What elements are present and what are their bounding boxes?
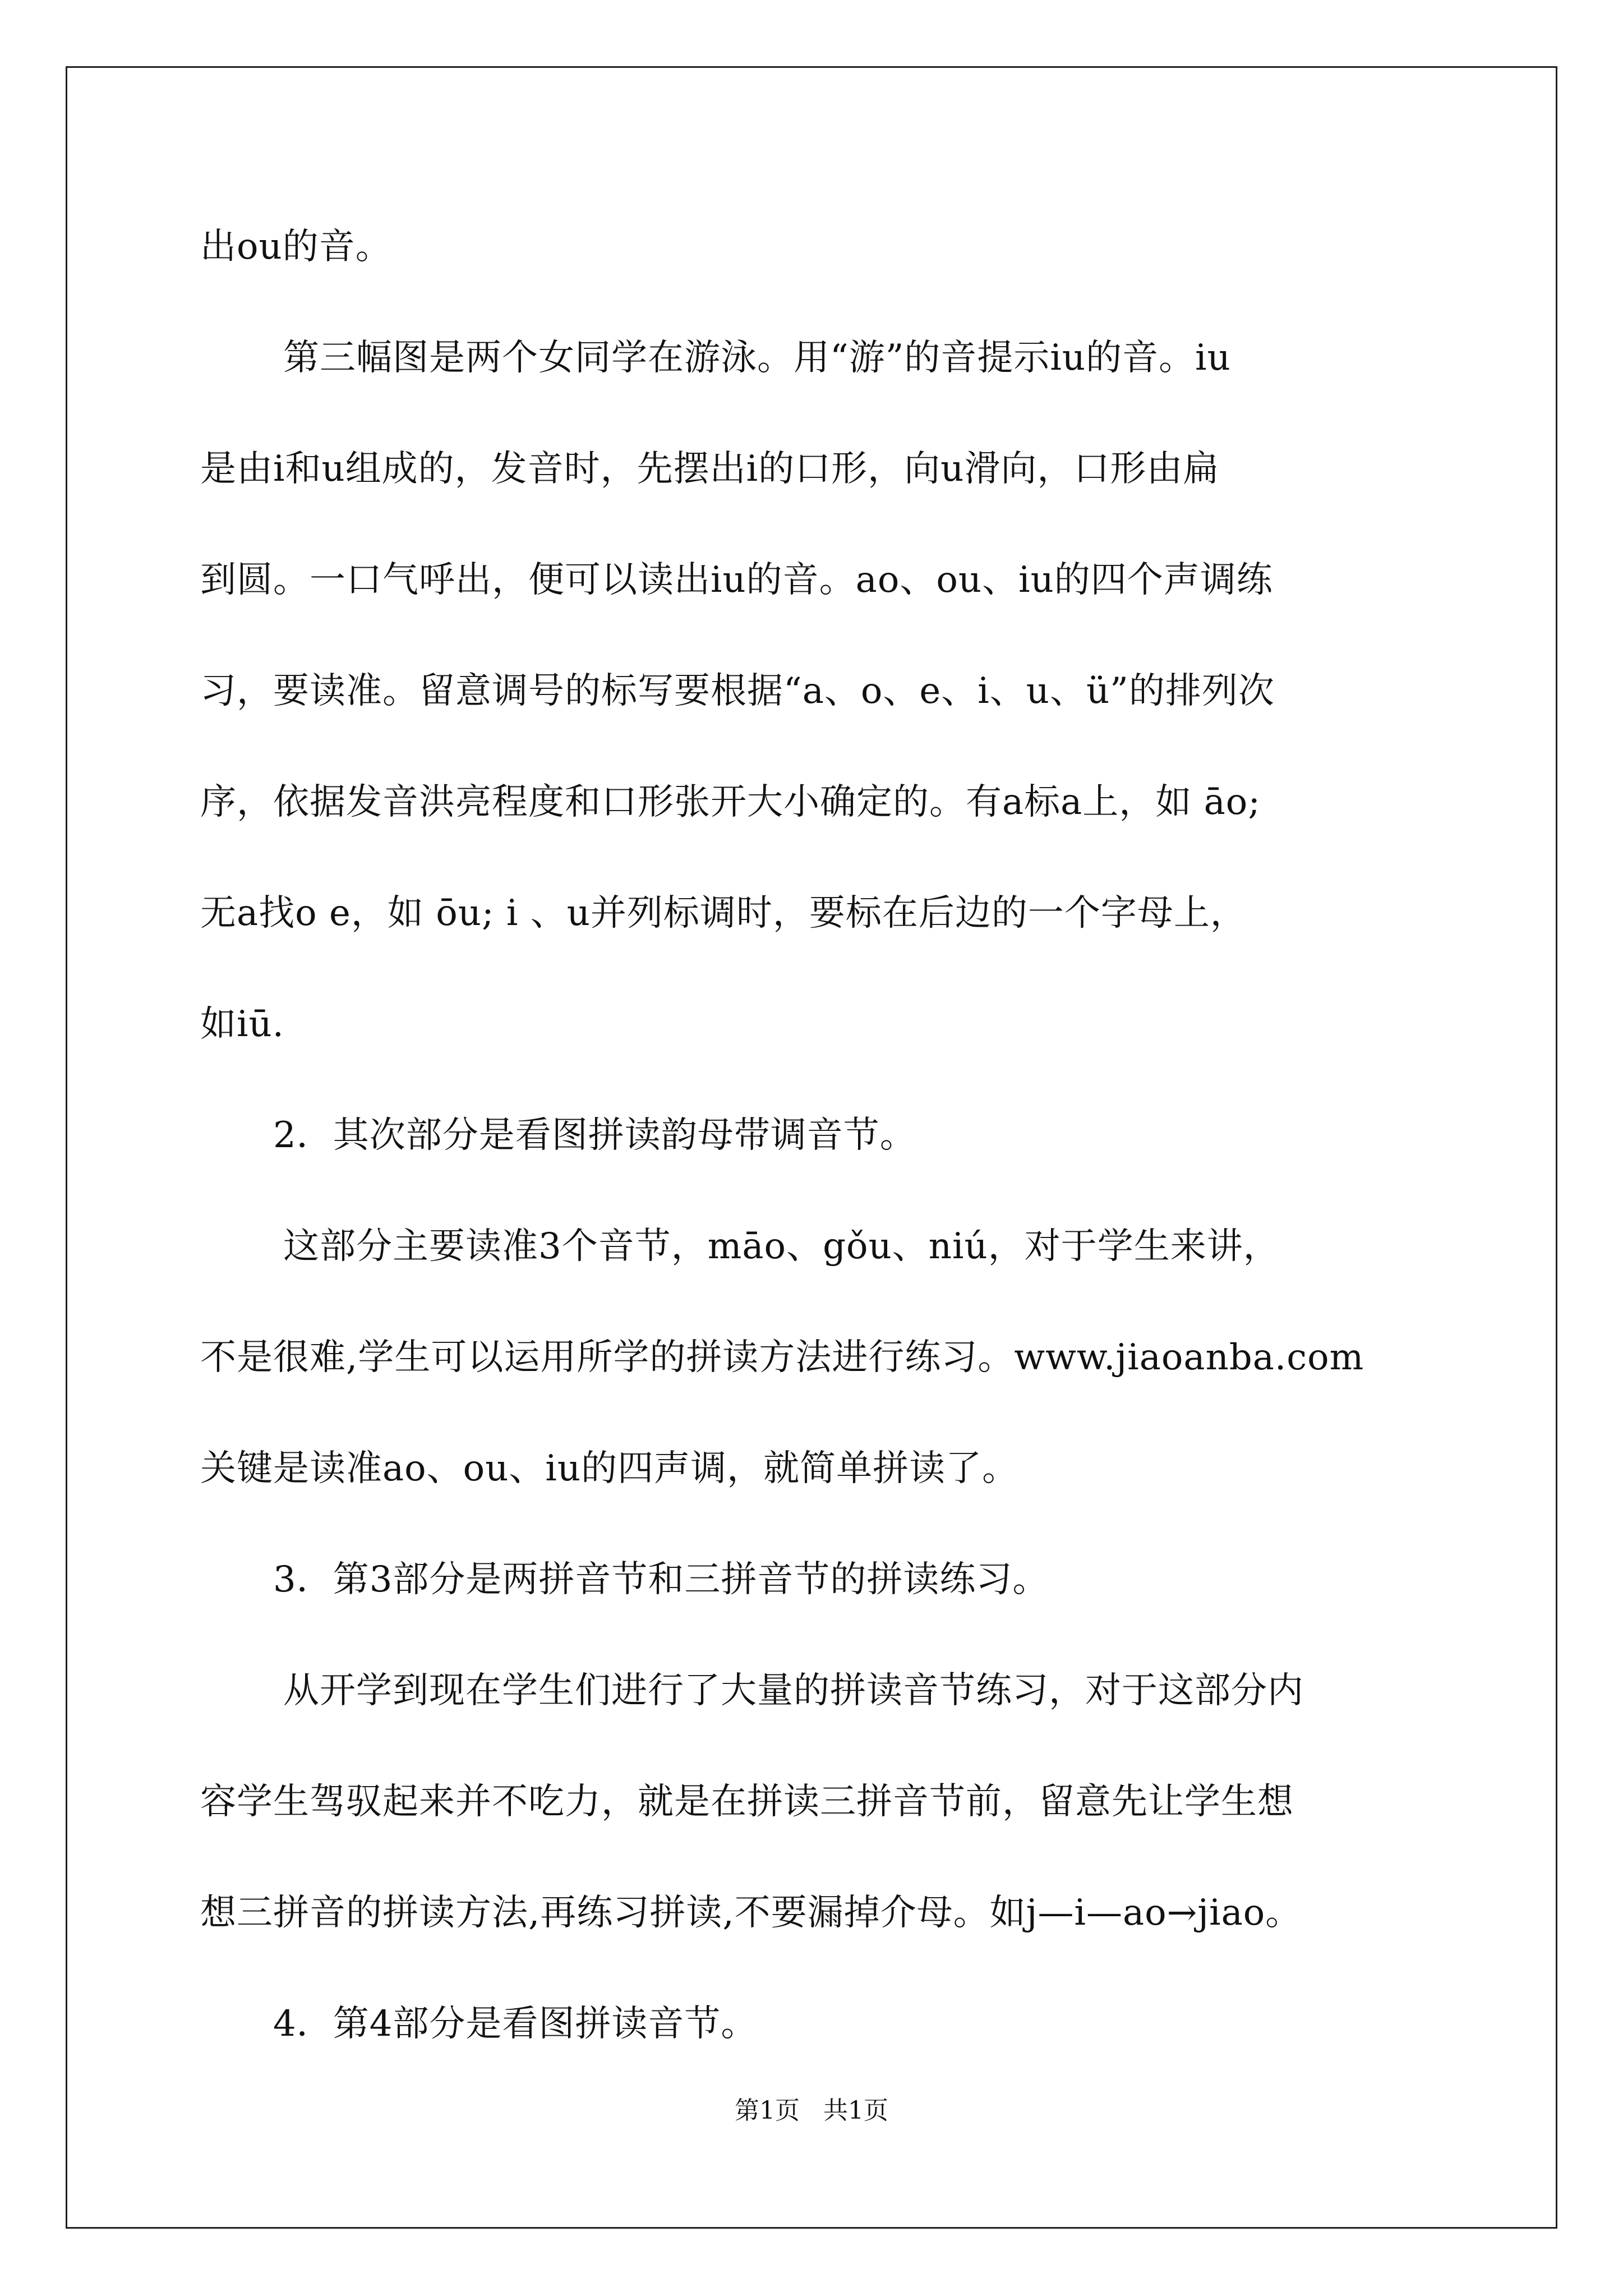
text-line: 如iū. [200,1004,285,1045]
text-line: 容学生驾驭起来并不吃力，就是在拼读三拼音节前，留意先让学生想 [200,1781,1294,1823]
text-line: 关键是读准ao、ou、iu的四声调，就简单拼读了。 [200,1448,1019,1489]
text-line: 不是很难,学生可以运用所学的拼读方法进行练习。www.jiaoanba.com [200,1337,1364,1378]
page-footer: 第1页 共1页 [735,2096,888,2125]
text-line: 到圆。一口气呼出，便可以读出iu的音。ao、ou、iu的四个声调练 [200,559,1273,601]
text-line: 这部分主要读准3个音节，māo、gǒu、niú，对于学生来讲， [283,1226,1280,1267]
text-line: 习，要读准。留意调号的标写要根据“a、o、e、i、u、ü”的排列次 [200,670,1275,712]
section-heading: 4．第4部分是看图拼读音节。 [273,2003,758,2045]
text-line: 无a找o e，如 ōu; i 、u并列标调时，要标在后边的一个字母上， [200,892,1247,934]
text-line: 从开学到现在学生们进行了大量的拼读音节练习，对于这部分内 [283,1670,1304,1711]
section-heading: 3．第3部分是两拼音节和三拼音节的拼读练习。 [273,1559,1049,1600]
text-line: 出ou的音。 [200,226,392,268]
text-line: 序，依据发音洪亮程度和口形张开大小确定的。有a标a上，如 āo; [200,781,1261,823]
text-line: 是由i和u组成的，发音时，先摆出i的口形，向u滑向，口形由扁 [200,448,1220,490]
text-line: 想三拼音的拼读方法,再练习拼读,不要漏掉介母。如j—i—ao→jiao。 [200,1892,1302,1934]
text-line: 第三幅图是两个女同学在游泳。用“游”的音提示iu的音。iu [283,337,1231,379]
section-heading: 2．其次部分是看图拼读韵母带调音节。 [273,1115,916,1156]
